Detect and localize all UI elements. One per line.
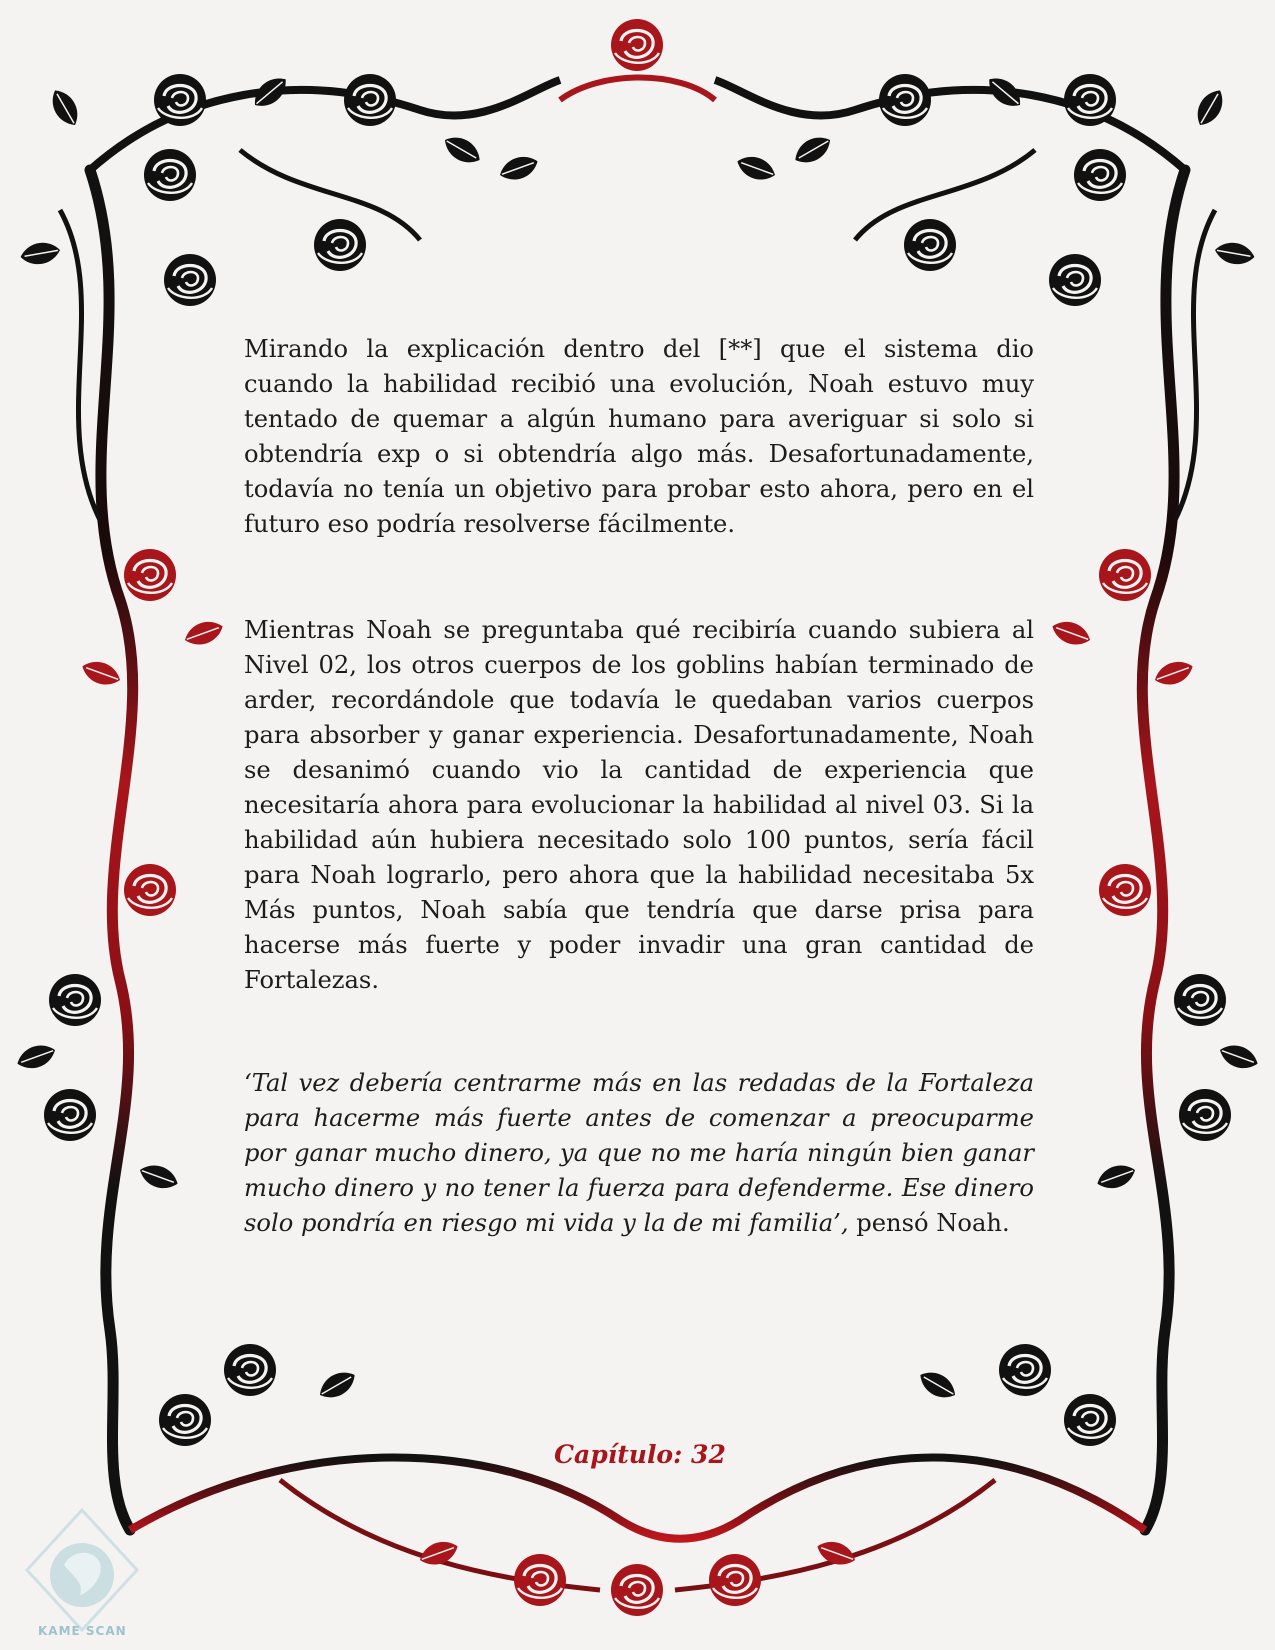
inner-thought: ‘Tal vez debería centrarme más en las redadas de la Fortaleza para hacerme más fuerte antes de comenzar a preocuparme por ganar mucho dinero, ya que no me haría ningún bien ganar mucho dinero y no tener la fuerza para defenderme. Ese dinero solo pondría en riesgo mi vida y la de mi familia’, bbox=[244, 1069, 1034, 1237]
body-paragraph-1: Mirando la explicación dentro del [**] que el sistema dio cuando la habilidad recibió una evolución, Noah estuvo muy tentado de quemar a algún humano para averiguar si solo si obtendría exp o si obtendría algo más. Desafortunadamente, todavía no tenía un objetivo para probar esto ahora, pero en el futuro eso podría resolverse fácilmente. bbox=[244, 335, 1034, 538]
watermark-label: KAME SCAN bbox=[38, 1624, 127, 1638]
chapter-label: Capítulo: 32 bbox=[554, 1440, 726, 1469]
thought-attribution: pensó Noah. bbox=[848, 1209, 1010, 1237]
body-paragraph-2: Mientras Noah se preguntaba qué recibiría cuando subiera al Nivel 02, los otros cuerpos de los goblins habían terminado de arder, recordándole que todavía le quedaban varios cuerpos para absorber y ganar experiencia. Desafortunadamente, Noah se desanimó cuando vio la cantidad de experiencia que necesitaría ahora para evolucionar la habilidad al nivel 03. Si la habilidad aún hubiera necesitado solo 100 puntos, sería fácil para Noah lograrlo, pero ahora que la habilidad necesitaba 5x Más puntos, Noah sabía que tendría que darse prisa para hacerse más fuerte y poder invadir una gran cantidad de Fortalezas. bbox=[244, 616, 1034, 994]
body-paragraph-3 bbox=[244, 1066, 1034, 1241]
